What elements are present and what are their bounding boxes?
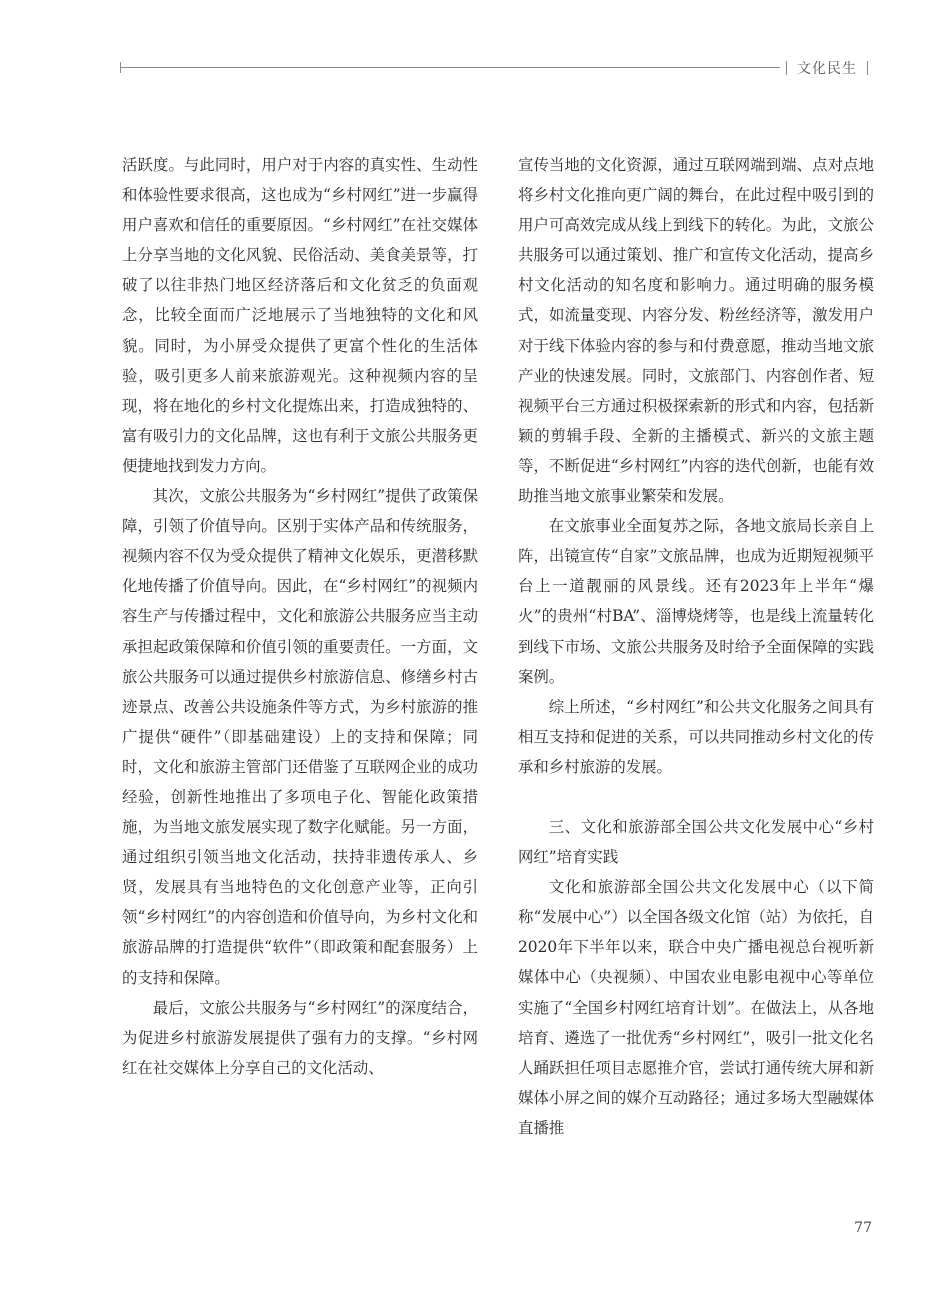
section-label-right-bar [867, 61, 868, 75]
section-label-left-bar [786, 61, 787, 75]
right-column [518, 150, 874, 1143]
section-label [786, 56, 868, 80]
paragraph-summary: 综上所述，“乡村网红”和公共文化服务之间具有相互支持和促进的关系，可以共同推动乡村文化的传承和乡村旅游的发展。 [518, 697, 874, 776]
header-rule [120, 67, 780, 68]
paragraph-continued-right: 宣传当地的文化资源，通过互联网端到端、点对点地将乡村文化推向更广阔的舞台，在此过程中吸引到的用户可高效完成从线上到线下的转化。为此，文旅公共服务可以通过策划、推广和宣传文化活动，提高乡村文化活动的知名度和影响力。通过明确的服务模式，如流量变现、内容分发、粉丝经济等，激发用户对于线下体验内容的参与和付费意愿，推动当地文旅产业的快速发展。同时，文旅部门、内容创作者、短视频平台三方通过积极探索新的形式和内容，包括新颖的剪辑手段、全新的主播模式、新兴的文旅主题等，不断促进“乡村网红”内容的迭代创新，也能有效助推当地文旅事业繁荣和发展。 [518, 156, 874, 506]
paragraph-second-point: 其次，文旅公共服务为“乡村网红”提供了政策保障，引领了价值导向。区别于实体产品和传统服务，视频内容不仅为受众提供了精神文化娱乐，更潜移默化地传播了价值导向。因此，在“乡村网红”的视频内容生产与传播过程中，文化和旅游公共服务应当主动承担起政策保障和价值引领的重要责任。一方面，文旅公共服务可以通过提供乡村旅游信息、修缮乡村古迹景点、改善公共设施条件等方式，为乡村旅游的推广提供“硬件”（即基础建设）上的支持和保障；同时，文化和旅游主管部门还借鉴了互联网企业的成功经验，创新性地推出了多项电子化、智能化政策措施，为当地文旅发展实现了数字化赋能。另一方面，通过组织引领当地文化活动，扶持非遗传承人、乡贤，发展具有当地特色的文化创意产业等，正向引领“乡村网红”的内容创造和价值导向，为乡村文化和旅游品牌的打造提供“软件”（即政策和配套服务）上的支持和保障。 [122, 487, 478, 987]
page-number: 77 [854, 1220, 872, 1236]
left-column [122, 150, 478, 1083]
paragraph-last-point: 最后，文旅公共服务与“乡村网红”的深度结合，为促进乡村旅游发展提供了强有力的支撑。“乡村网红在社交媒体上分享自己的文化活动、 [122, 998, 478, 1077]
section-heading: 三、文化和旅游部全国公共文化发展中心“乡村网红”培育实践 [518, 817, 874, 867]
section-title: 文化民生 [797, 61, 857, 77]
paragraph-recovery: 在文旅事业全面复苏之际，各地文旅局长亲自上阵，出镜宣传“自家”文旅品牌，也成为近期短视频平台上一道靓丽的风景线。还有2023年上半年“爆火”的贵州“村BA”、淄博烧烤等，也是线上流量转化到线下市场、文旅公共服务及时给予全面保障的实践案例。 [518, 517, 874, 686]
paragraph-continued: 活跃度。与此同时，用户对于内容的真实性、生动性和体验性要求很高，这也成为“乡村网红”进一步赢得用户喜欢和信任的重要原因。“乡村网红”在社交媒体上分享当地的文化风貌、民俗活动、美食美景等，打破了以往非热门地区经济落后和文化贫乏的负面观念，比较全面而广泛地展示了当地独特的文化和风貌。同时，为小屏受众提供了更富个性化的生活体验，吸引更多人前来旅游观光。这种视频内容的呈现，将在地化的乡村文化提炼出来，打造成独特的、富有吸引力的文化品牌，这也有利于文旅公共服务更便捷地找到发力方向。 [122, 156, 478, 475]
paragraph-practice: 文化和旅游部全国公共文化发展中心（以下简称“发展中心”）以全国各级文化馆（站）为依托，自2020年下半年以来，联合中央广播电视总台视听新媒体中心（央视频）、中国农业电影电视中心等单位实施了“全国乡村网红培育计划”。在做法上，从各地培育、遴选了一批优秀“乡村网红”，吸引一批文化名人踊跃担任项目志愿推介官，尝试打通传统大屏和新媒体小屏之间的媒介互动路径；通过多场大型融媒体直播推 [518, 878, 874, 1137]
